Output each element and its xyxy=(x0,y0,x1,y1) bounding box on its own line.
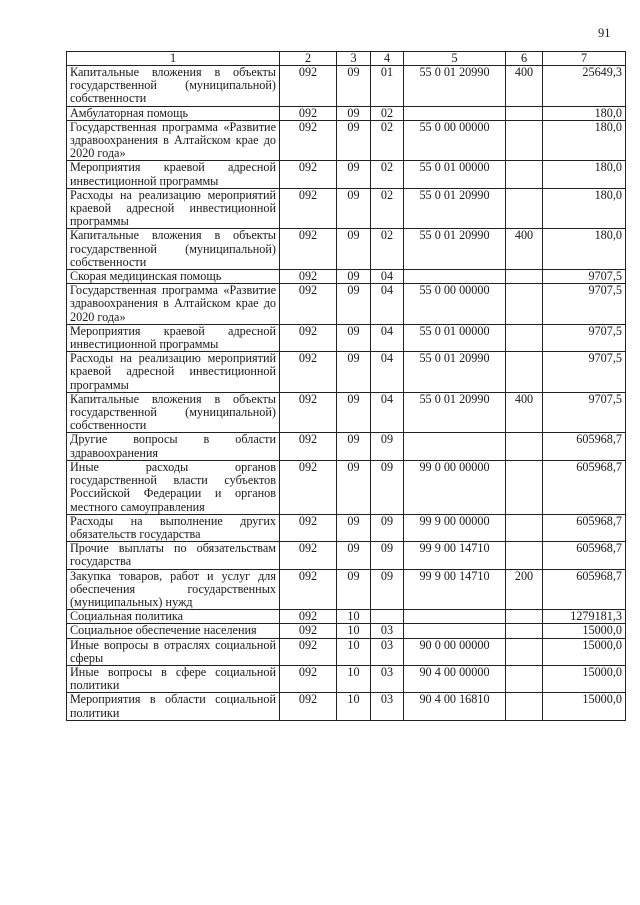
row-name-cell: Иные расходы органов государственной власти субъектов Российской Федерации и органов местного самоуправления xyxy=(67,460,280,514)
rz-code-cell: 10 xyxy=(337,638,371,665)
amount-cell: 180,0 xyxy=(543,229,626,270)
pr-code-cell: 04 xyxy=(371,284,404,325)
pr-code-cell: 04 xyxy=(371,392,404,433)
rz-code-cell: 09 xyxy=(337,324,371,351)
table-row xyxy=(67,120,626,161)
table-row xyxy=(67,106,626,120)
csr-code-cell: 99 0 00 00000 xyxy=(404,460,506,514)
header-cell: 5 xyxy=(404,52,506,66)
pr-code-cell: 02 xyxy=(371,188,404,229)
row-name-cell: Государственная программа «Развитие здравоохранения в Алтайском крае до 2020 года» xyxy=(67,120,280,161)
pr-code-cell: 03 xyxy=(371,693,404,720)
amount-cell: 180,0 xyxy=(543,106,626,120)
ved-code-cell: 092 xyxy=(280,352,337,393)
csr-code-cell: 55 0 01 20990 xyxy=(404,352,506,393)
pr-code-cell: 09 xyxy=(371,460,404,514)
amount-cell: 9707,5 xyxy=(543,392,626,433)
table-row xyxy=(67,352,626,393)
amount-cell: 15000,0 xyxy=(543,665,626,692)
row-name-cell: Социальное обеспечение населения xyxy=(67,624,280,638)
amount-cell: 605968,7 xyxy=(543,569,626,610)
pr-code-cell: 02 xyxy=(371,106,404,120)
budget-table xyxy=(66,51,626,721)
rz-code-cell: 09 xyxy=(337,542,371,569)
csr-code-cell: 90 4 00 16810 xyxy=(404,693,506,720)
amount-cell: 1279181,3 xyxy=(543,610,626,624)
rz-code-cell: 10 xyxy=(337,665,371,692)
ved-code-cell: 092 xyxy=(280,161,337,188)
amount-cell: 180,0 xyxy=(543,120,626,161)
table-row xyxy=(67,324,626,351)
rz-code-cell: 09 xyxy=(337,106,371,120)
row-name-cell: Расходы на реализацию мероприятий краевой адресной инвестиционной программы xyxy=(67,352,280,393)
row-name-cell: Скорая медицинская помощь xyxy=(67,270,280,284)
pr-code-cell: 04 xyxy=(371,352,404,393)
vr-code-cell xyxy=(506,514,543,541)
vr-code-cell xyxy=(506,270,543,284)
csr-code-cell xyxy=(404,270,506,284)
pr-code-cell: 03 xyxy=(371,624,404,638)
amount-cell: 605968,7 xyxy=(543,433,626,460)
row-name-cell: Капитальные вложения в объекты государственной (муниципальной) собственности xyxy=(67,392,280,433)
row-name-cell: Расходы на реализацию мероприятий краевой адресной инвестиционной программы xyxy=(67,188,280,229)
csr-code-cell: 55 0 01 20990 xyxy=(404,392,506,433)
table-row xyxy=(67,392,626,433)
table-row xyxy=(67,161,626,188)
rz-code-cell: 10 xyxy=(337,693,371,720)
table-row xyxy=(67,270,626,284)
amount-cell: 25649,3 xyxy=(543,66,626,107)
csr-code-cell xyxy=(404,106,506,120)
ved-code-cell: 092 xyxy=(280,188,337,229)
row-name-cell: Государственная программа «Развитие здравоохранения в Алтайском крае до 2020 года» xyxy=(67,284,280,325)
vr-code-cell xyxy=(506,665,543,692)
vr-code-cell xyxy=(506,610,543,624)
csr-code-cell: 55 0 00 00000 xyxy=(404,284,506,325)
table-row xyxy=(67,624,626,638)
table-row xyxy=(67,229,626,270)
rz-code-cell: 09 xyxy=(337,229,371,270)
pr-code-cell: 09 xyxy=(371,514,404,541)
rz-code-cell: 09 xyxy=(337,120,371,161)
rz-code-cell: 09 xyxy=(337,352,371,393)
amount-cell: 605968,7 xyxy=(543,514,626,541)
header-cell: 7 xyxy=(543,52,626,66)
ved-code-cell: 092 xyxy=(280,270,337,284)
vr-code-cell: 400 xyxy=(506,66,543,107)
vr-code-cell xyxy=(506,460,543,514)
vr-code-cell: 400 xyxy=(506,229,543,270)
table-row xyxy=(67,514,626,541)
csr-code-cell: 90 4 00 00000 xyxy=(404,665,506,692)
ved-code-cell: 092 xyxy=(280,610,337,624)
amount-cell: 9707,5 xyxy=(543,270,626,284)
header-cell: 1 xyxy=(67,52,280,66)
header-cell: 4 xyxy=(371,52,404,66)
page-number: 91 xyxy=(598,26,611,40)
table-row xyxy=(67,693,626,720)
vr-code-cell xyxy=(506,433,543,460)
pr-code-cell: 09 xyxy=(371,542,404,569)
row-name-cell: Мероприятия краевой адресной инвестиционной программы xyxy=(67,161,280,188)
amount-cell: 9707,5 xyxy=(543,324,626,351)
vr-code-cell xyxy=(506,188,543,229)
ved-code-cell: 092 xyxy=(280,120,337,161)
ved-code-cell: 092 xyxy=(280,433,337,460)
row-name-cell: Социальная политика xyxy=(67,610,280,624)
amount-cell: 15000,0 xyxy=(543,693,626,720)
ved-code-cell: 092 xyxy=(280,569,337,610)
csr-code-cell: 55 0 01 20990 xyxy=(404,229,506,270)
csr-code-cell: 99 9 00 14710 xyxy=(404,542,506,569)
ved-code-cell: 092 xyxy=(280,514,337,541)
rz-code-cell: 09 xyxy=(337,569,371,610)
vr-code-cell xyxy=(506,693,543,720)
amount-cell: 180,0 xyxy=(543,161,626,188)
table-row xyxy=(67,66,626,107)
rz-code-cell: 09 xyxy=(337,66,371,107)
ved-code-cell: 092 xyxy=(280,284,337,325)
ved-code-cell: 092 xyxy=(280,624,337,638)
amount-cell: 605968,7 xyxy=(543,460,626,514)
rz-code-cell: 09 xyxy=(337,433,371,460)
pr-code-cell: 02 xyxy=(371,161,404,188)
amount-cell: 9707,5 xyxy=(543,352,626,393)
row-name-cell: Расходы на выполнение других обязательств государства xyxy=(67,514,280,541)
rz-code-cell: 10 xyxy=(337,624,371,638)
table-row xyxy=(67,665,626,692)
rz-code-cell: 09 xyxy=(337,514,371,541)
csr-code-cell: 99 9 00 00000 xyxy=(404,514,506,541)
ved-code-cell: 092 xyxy=(280,693,337,720)
vr-code-cell xyxy=(506,284,543,325)
vr-code-cell: 200 xyxy=(506,569,543,610)
csr-code-cell: 55 0 01 00000 xyxy=(404,161,506,188)
ved-code-cell: 092 xyxy=(280,66,337,107)
ved-code-cell: 092 xyxy=(280,324,337,351)
pr-code-cell: 04 xyxy=(371,324,404,351)
ved-code-cell: 092 xyxy=(280,392,337,433)
pr-code-cell: 09 xyxy=(371,433,404,460)
vr-code-cell xyxy=(506,638,543,665)
table-row xyxy=(67,569,626,610)
row-name-cell: Капитальные вложения в объекты государственной (муниципальной) собственности xyxy=(67,229,280,270)
row-name-cell: Прочие выплаты по обязательствам государства xyxy=(67,542,280,569)
pr-code-cell: 03 xyxy=(371,665,404,692)
row-name-cell: Амбулаторная помощь xyxy=(67,106,280,120)
rz-code-cell: 09 xyxy=(337,188,371,229)
pr-code-cell: 04 xyxy=(371,270,404,284)
vr-code-cell xyxy=(506,542,543,569)
pr-code-cell xyxy=(371,610,404,624)
header-cell: 6 xyxy=(506,52,543,66)
csr-code-cell: 55 0 01 20990 xyxy=(404,66,506,107)
ved-code-cell: 092 xyxy=(280,665,337,692)
row-name-cell: Мероприятия в области социальной политики xyxy=(67,693,280,720)
csr-code-cell: 90 0 00 00000 xyxy=(404,638,506,665)
csr-code-cell xyxy=(404,433,506,460)
header-row xyxy=(67,52,626,66)
ved-code-cell: 092 xyxy=(280,460,337,514)
row-name-cell: Другие вопросы в области здравоохранения xyxy=(67,433,280,460)
ved-code-cell: 092 xyxy=(280,638,337,665)
pr-code-cell: 02 xyxy=(371,229,404,270)
header-cell: 3 xyxy=(337,52,371,66)
ved-code-cell: 092 xyxy=(280,229,337,270)
table-row xyxy=(67,610,626,624)
row-name-cell: Мероприятия краевой адресной инвестиционной программы xyxy=(67,324,280,351)
pr-code-cell: 02 xyxy=(371,120,404,161)
ved-code-cell: 092 xyxy=(280,542,337,569)
pr-code-cell: 09 xyxy=(371,569,404,610)
table-row xyxy=(67,188,626,229)
vr-code-cell xyxy=(506,106,543,120)
vr-code-cell xyxy=(506,624,543,638)
table-row xyxy=(67,284,626,325)
rz-code-cell: 09 xyxy=(337,460,371,514)
vr-code-cell xyxy=(506,161,543,188)
csr-code-cell: 99 9 00 14710 xyxy=(404,569,506,610)
table-row xyxy=(67,433,626,460)
vr-code-cell xyxy=(506,120,543,161)
csr-code-cell xyxy=(404,624,506,638)
vr-code-cell: 400 xyxy=(506,392,543,433)
pr-code-cell: 01 xyxy=(371,66,404,107)
rz-code-cell: 09 xyxy=(337,161,371,188)
csr-code-cell xyxy=(404,610,506,624)
table-row xyxy=(67,542,626,569)
amount-cell: 15000,0 xyxy=(543,638,626,665)
row-name-cell: Капитальные вложения в объекты государственной (муниципальной) собственности xyxy=(67,66,280,107)
vr-code-cell xyxy=(506,352,543,393)
csr-code-cell: 55 0 00 00000 xyxy=(404,120,506,161)
pr-code-cell: 03 xyxy=(371,638,404,665)
ved-code-cell: 092 xyxy=(280,106,337,120)
amount-cell: 9707,5 xyxy=(543,284,626,325)
amount-cell: 15000,0 xyxy=(543,624,626,638)
table-row xyxy=(67,638,626,665)
amount-cell: 605968,7 xyxy=(543,542,626,569)
rz-code-cell: 10 xyxy=(337,610,371,624)
row-name-cell: Иные вопросы в отраслях социальной сферы xyxy=(67,638,280,665)
rz-code-cell: 09 xyxy=(337,284,371,325)
csr-code-cell: 55 0 01 00000 xyxy=(404,324,506,351)
amount-cell: 180,0 xyxy=(543,188,626,229)
rz-code-cell: 09 xyxy=(337,392,371,433)
csr-code-cell: 55 0 01 20990 xyxy=(404,188,506,229)
header-cell: 2 xyxy=(280,52,337,66)
row-name-cell: Закупка товаров, работ и услуг для обеспечения государственных (муниципальных) нужд xyxy=(67,569,280,610)
rz-code-cell: 09 xyxy=(337,270,371,284)
table-row xyxy=(67,460,626,514)
row-name-cell: Иные вопросы в сфере социальной политики xyxy=(67,665,280,692)
vr-code-cell xyxy=(506,324,543,351)
